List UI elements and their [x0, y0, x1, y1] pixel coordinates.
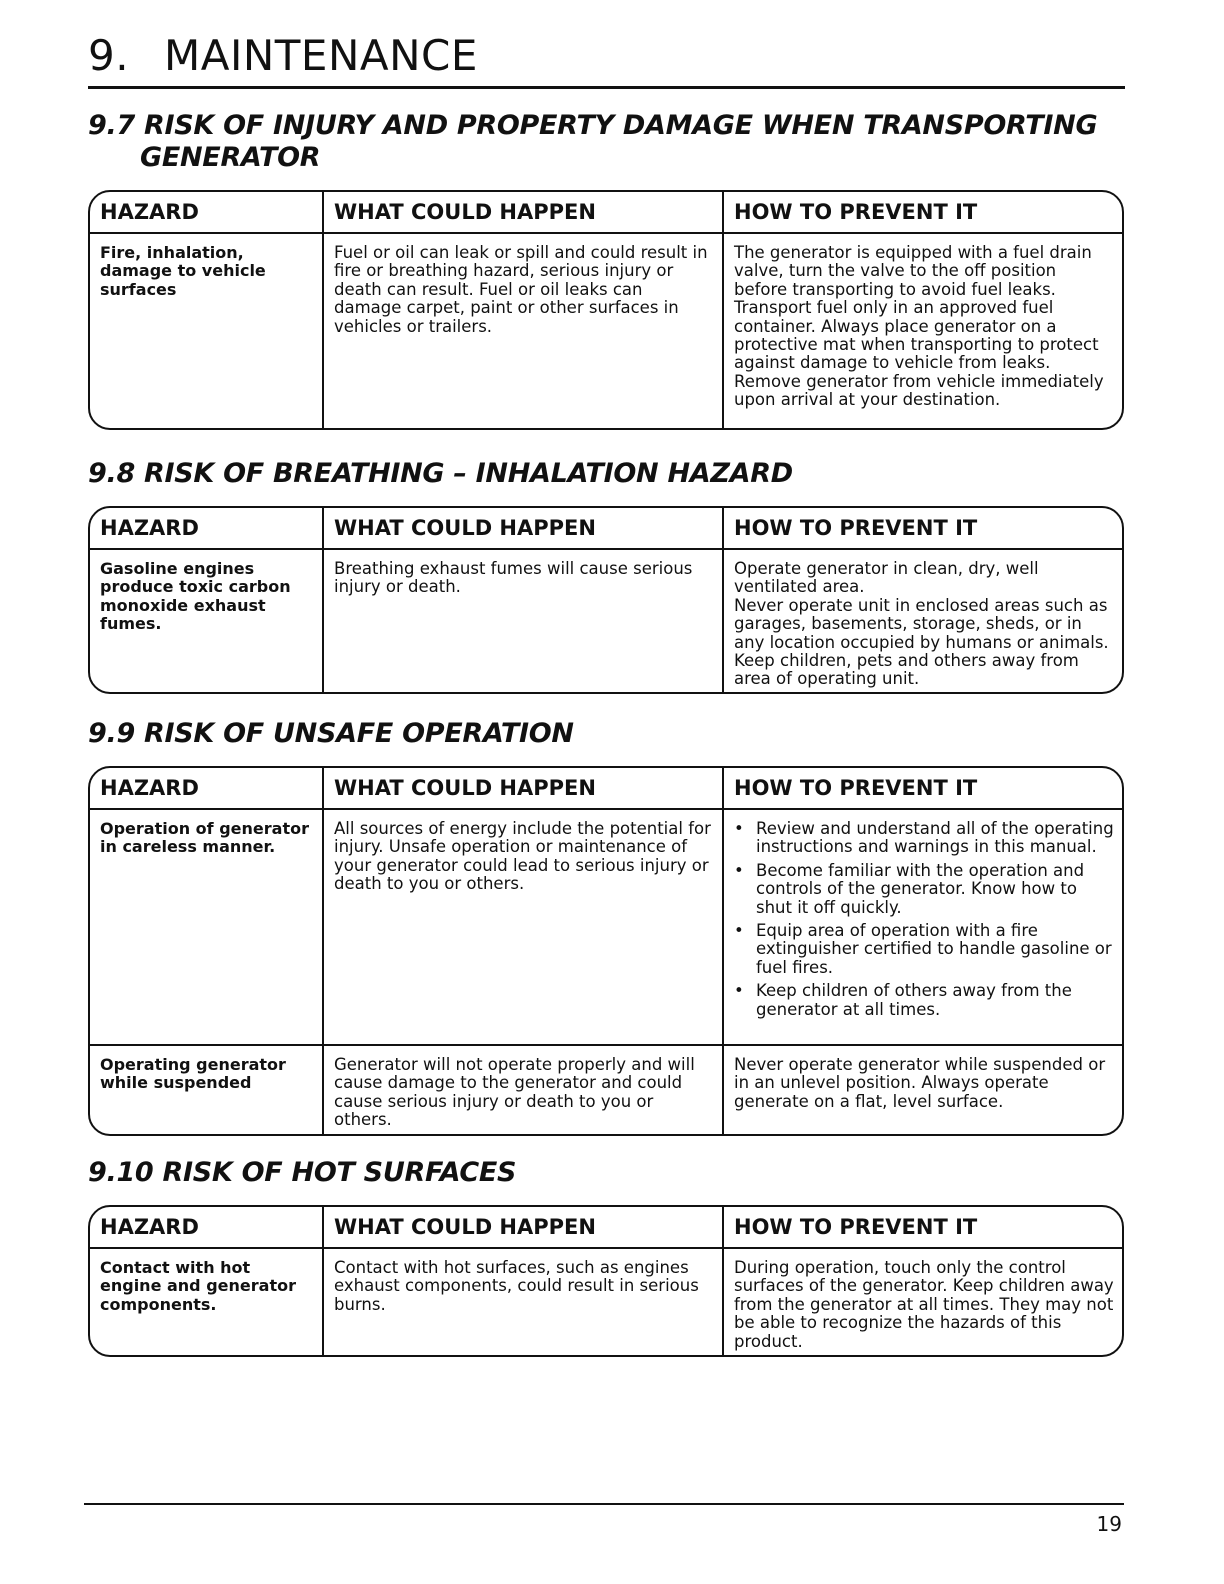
hazard-table: [88, 190, 1124, 430]
what-cell: Generator will not operate properly and will cause damage to the generator and could cause serious injury or death to you or others.: [324, 1046, 724, 1134]
table-header-row: [90, 508, 1122, 548]
column-header-what: WHAT COULD HAPPEN: [324, 768, 724, 808]
what-cell: Breathing exhaust fumes will cause serious injury or death.: [324, 550, 724, 692]
column-header-prevent: HOW TO PREVENT IT: [734, 516, 978, 540]
hazard-cell: Operating generator while suspended: [90, 1046, 324, 1134]
page-header: [88, 32, 1125, 89]
footer-divider: [84, 1503, 1124, 1505]
section-title: 9.8 RISK OF BREATHING – INHALATION HAZARD: [88, 458, 793, 489]
column-header-what: WHAT COULD HAPPEN: [324, 192, 724, 232]
column-header-hazard: HAZARD: [90, 1207, 324, 1247]
section-9-9: [88, 718, 1124, 1136]
prevent-cell: Never operate generator while suspended or in an unlevel position. Always operate generate on a flat, level surface.: [734, 1055, 1106, 1111]
list-item: • Keep children of others away from the generator at all times.: [734, 982, 1114, 1019]
prevent-cell: The generator is equipped with a fuel drain valve, turn the valve to the off position before transporting to avoid fuel leaks. Transport fuel only in an approved fuel container. Always place generator on a protective mat when transporting to protect against damage to vehicle from leaks. Remove generator from vehicle immediately upon arrival at your destination.: [734, 243, 1104, 410]
list-item: • Become familiar with the operation and controls of the generator. Know how to shut it off quickly.: [734, 862, 1114, 917]
hazard-table: [88, 506, 1124, 694]
what-cell: Contact with hot surfaces, such as engines exhaust components, could result in serious burns.: [324, 1249, 724, 1355]
prevent-text: Never operate unit in enclosed areas such as garages, basements, storage, sheds, or in any location occupied by humans or animals. Keep children, pets and others away from area of operating unit.: [734, 595, 1109, 689]
column-header-prevent: HOW TO PREVENT IT: [734, 200, 978, 224]
section-title: 9.10 RISK OF HOT SURFACES: [88, 1157, 517, 1188]
what-cell: Fuel or oil can leak or spill and could result in fire or breathing hazard, serious injury or death can result. Fuel or oil leaks can damage carpet, paint or other surfaces in vehicles or trailers.: [324, 234, 724, 428]
section-9-7: [88, 110, 1124, 430]
hazard-cell: Gasoline engines produce toxic carbon monoxide exhaust fumes.: [90, 550, 324, 692]
list-item: • Review and understand all of the operating instructions and warnings in this manual.: [734, 820, 1114, 857]
hazard-cell: Contact with hot engine and generator components.: [90, 1249, 324, 1355]
chapter-title: MAINTENANCE: [164, 31, 478, 80]
hazard-cell: Operation of generator in careless manner.: [90, 810, 324, 1044]
prevent-cell: [724, 810, 1122, 1044]
section-9-10: [88, 1157, 1124, 1357]
prevent-text: Operate generator in clean, dry, well ventilated area.: [734, 559, 1039, 597]
column-header-what: WHAT COULD HAPPEN: [324, 508, 724, 548]
what-cell: All sources of energy include the potential for injury. Unsafe operation or maintenance of your generator could lead to serious injury or death to you or others.: [324, 810, 724, 1044]
prevent-cell: During operation, touch only the control surfaces of the generator. Keep children away from the generator at all times. They may not be able to recognize the hazards of this product.: [734, 1258, 1114, 1351]
table-row: [90, 548, 1122, 692]
section-9-8: [88, 458, 1124, 694]
table-row: [90, 1247, 1122, 1355]
column-header-hazard: HAZARD: [90, 192, 324, 232]
page-title: [88, 32, 1125, 80]
table-row: [90, 808, 1122, 1044]
table-header-row: [90, 768, 1122, 808]
table-row: [90, 232, 1122, 428]
column-header-hazard: HAZARD: [90, 508, 324, 548]
column-header-hazard: HAZARD: [90, 768, 324, 808]
hazard-table: [88, 1205, 1124, 1357]
hazard-cell: Fire, inhalation, damage to vehicle surfaces: [90, 234, 324, 428]
prevent-cell: [724, 550, 1122, 692]
column-header-prevent: HOW TO PREVENT IT: [734, 1215, 978, 1239]
table-header-row: [90, 192, 1122, 232]
section-title: 9.9 RISK OF UNSAFE OPERATION: [88, 718, 574, 749]
prevent-bullet-list: [734, 820, 1114, 1019]
column-header-what: WHAT COULD HAPPEN: [324, 1207, 724, 1247]
hazard-table: [88, 766, 1124, 1136]
section-title: 9.7 RISK OF INJURY AND PROPERTY DAMAGE WHEN TRANSPORTING GENERATOR: [88, 110, 1098, 173]
column-header-prevent: HOW TO PREVENT IT: [734, 776, 978, 800]
table-row: [90, 1044, 1122, 1134]
list-item: • Equip area of operation with a fire extinguisher certified to handle gasoline or fuel fires.: [734, 922, 1114, 977]
page-number: 19: [1096, 1512, 1122, 1536]
chapter-number: 9.: [88, 31, 130, 80]
table-header-row: [90, 1207, 1122, 1247]
